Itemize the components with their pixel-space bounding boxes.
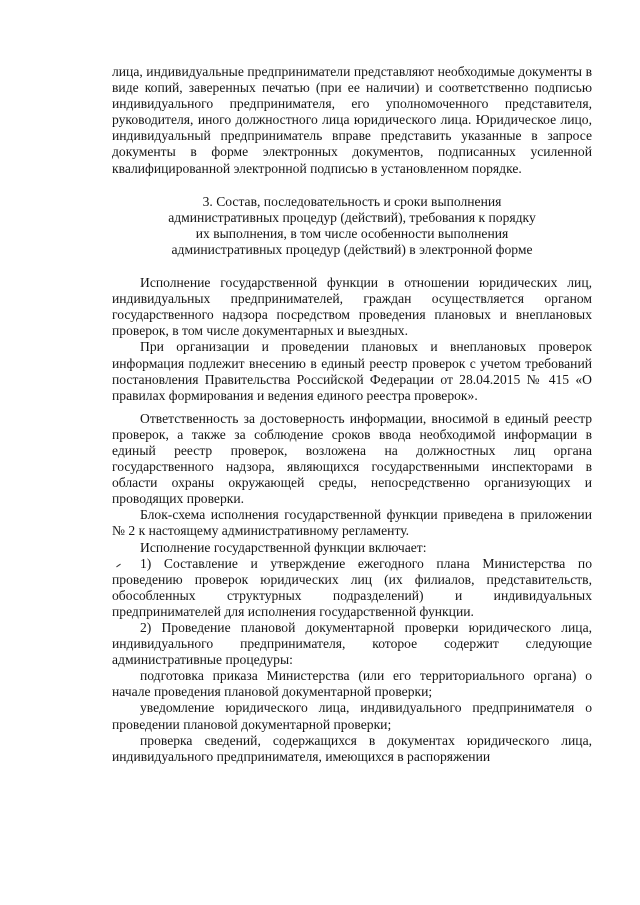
paragraph-item-1: 1) Составление и утверждение ежегодного плана Министерства по проведению проверок юридических лиц (их филиалов, представительств, обособленных структурных подразделений) и индивидуальных предпринимателей для исполнения государственной функции. [112,555,592,619]
paragraph-function-execution: Исполнение государственной функции в отношении юридических лиц, индивидуальных предпринимателей, граждан осуществляется органом государственного надзора посредством проведения плановых и внеплановых проверок, в том числе документарных и выездных. [112,275,592,339]
section-heading [112,194,592,258]
paragraph-procedure-notification: уведомление юридического лица, индивидуального предпринимателя о проведении плановой документарной проверки; [112,700,592,732]
section-heading-line-2: административных процедур (действий), требования к порядку [168,209,536,225]
paragraph-procedure-verification: проверка сведений, содержащихся в документах юридического лица, индивидуального предпринимателя, имеющихся в распоряжении [112,732,592,764]
paragraph-flowchart: Блок-схема исполнения государственной функции приведена в приложении № 2 к настоящему административному регламенту. [112,507,592,539]
paragraph-responsibility: Ответственность за достоверность информации, вносимой в единый реестр проверок, а также за соблюдение сроков ввода необходимой информации в единый реестр проверок, возложена на должностных лиц органа государственного надзора, являющихся государственными инспекторами в области охраны окружающей среды, непосредственно организующих и проводящих проверки. [112,410,592,507]
section-heading-line-4: административных процедур (действий) в электронной форме [171,241,533,257]
paragraph-item-2: 2) Проведение плановой документарной проверки юридического лица, индивидуального предпринимателя, которое содержит следующие административные процедуры: [112,620,592,668]
intro-paragraph: лица, индивидуальные предприниматели представляют необходимые документы в виде копий, заверенных печатью (при ее наличии) и соответственно подписью индивидуального предпринимателя, его уполномоченного представителя, руководителя, иного должностного лица юридического лица. Юридическое лицо, индивидуальный предприниматель вправе представить указанные в запросе документы в форме электронных документов, подписанных усиленной квалифицированной электронной подписью в установленном порядке. [112,64,592,176]
paragraph-function-includes: Исполнение государственной функции включает: [140,539,427,555]
document-body [112,64,592,765]
paragraph-inspection-registry: При организации и проведении плановых и внеплановых проверок информация подлежит внесению в единый реестр проверок с учетом требований постановления Правительства Российской Федерации от 28.04.2015 № 415 «О правилах формирования и ведения единого реестра проверок». [112,339,592,403]
section-heading-line-1: 3. Состав, последовательность и сроки выполнения [202,193,502,209]
paragraph-procedure-order: подготовка приказа Министерства (или его территориального органа) о начале проведения плановой документарной проверки; [112,668,592,700]
section-heading-line-3: их выполнения, в том числе особенности выполнения [195,225,509,241]
